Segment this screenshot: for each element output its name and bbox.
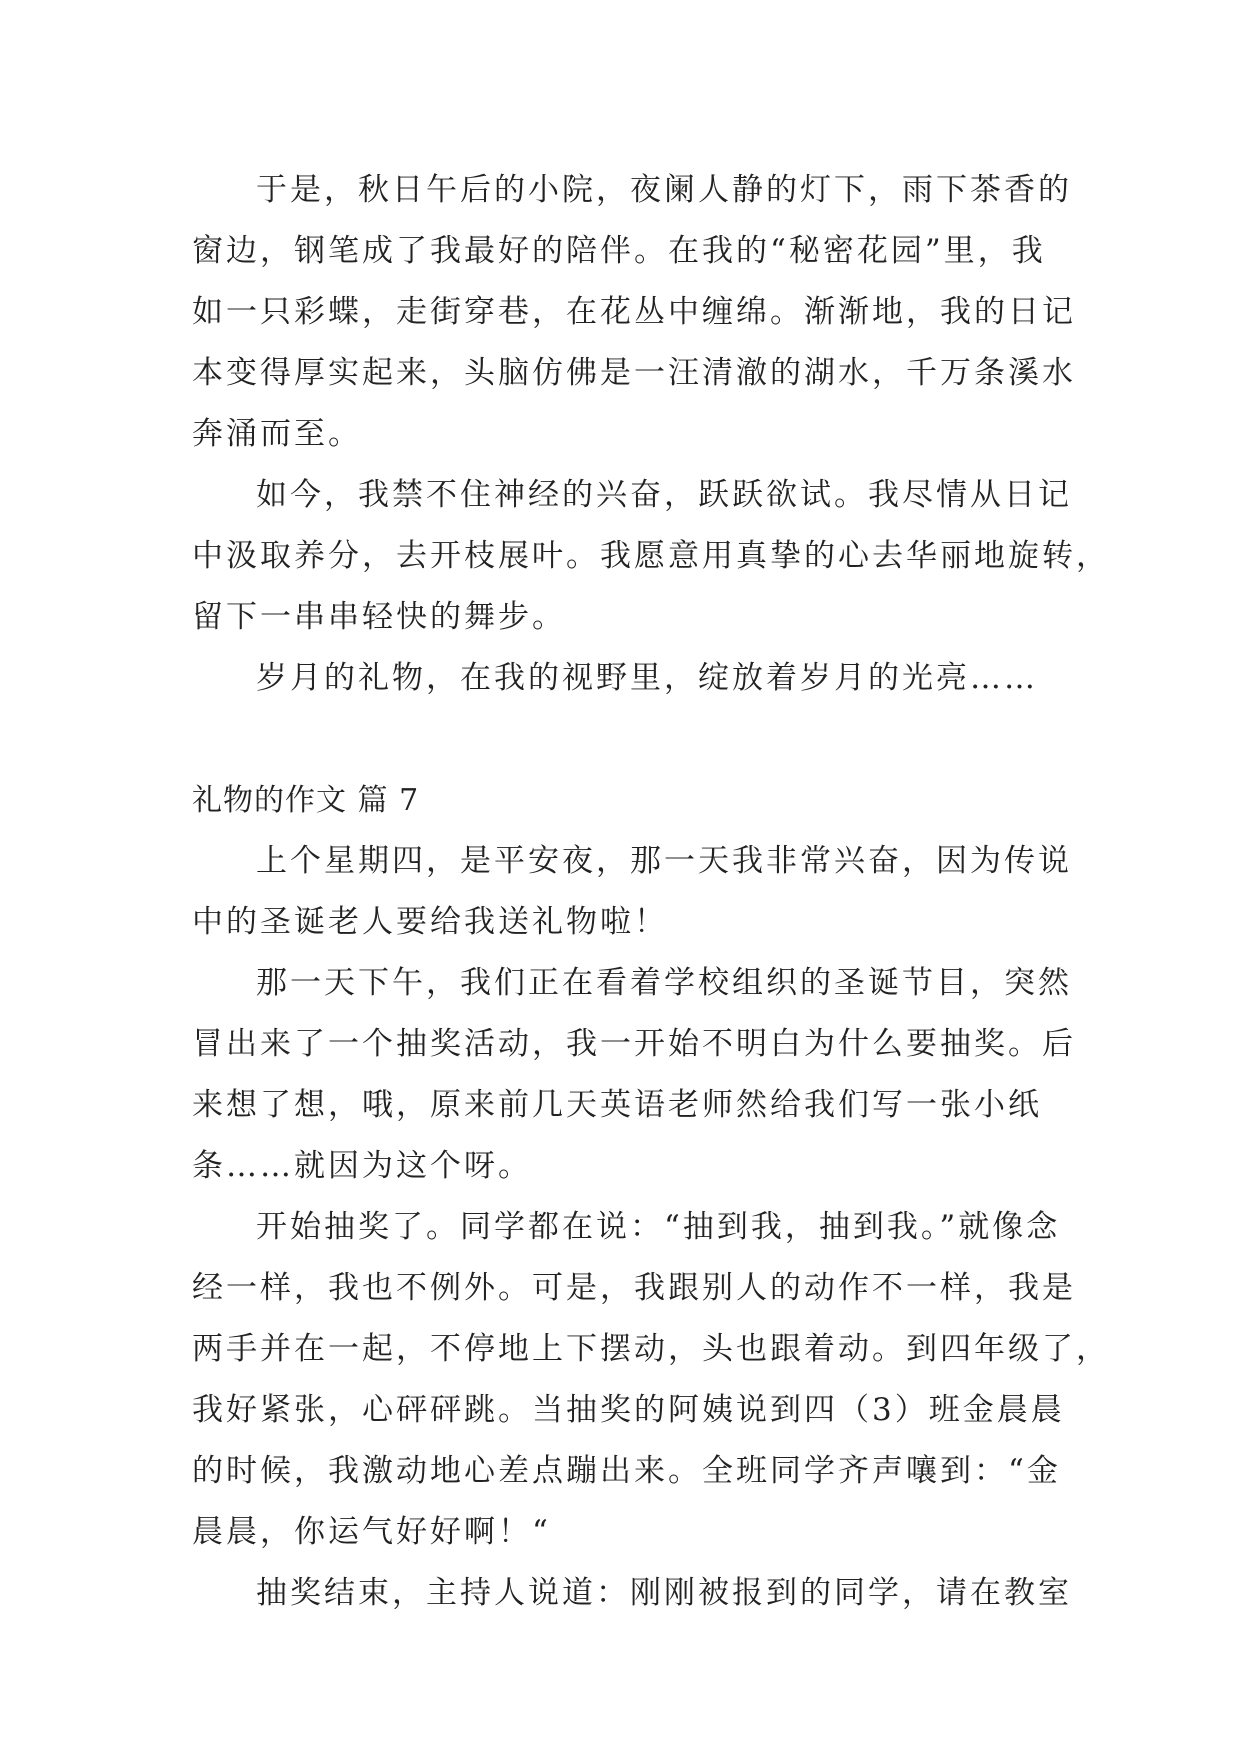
paragraph: [192, 831, 1072, 953]
text-line: 中汲取养分，去开枝展叶。我愿意用真挚的心去华丽地旋转，: [192, 538, 1110, 574]
text-line: 那一天下午，我们正在看着学校组织的圣诞节目，突然: [256, 965, 1072, 1001]
text-line: 窗边，钢笔成了我最好的陪伴。在我的“秘密花园”里，我: [192, 233, 1046, 269]
text-line: 的时候，我激动地心差点蹦出来。全班同学齐声嚷到：“金: [192, 1453, 1061, 1489]
section-heading: [192, 770, 1050, 831]
text-line: 本变得厚实起来，头脑仿佛是一汪清澈的湖水，千万条溪水: [192, 355, 1076, 391]
text-line: 如一只彩蝶，走街穿巷，在花丛中缠绵。渐渐地，我的日记: [192, 294, 1076, 330]
paragraph: [192, 1563, 1072, 1624]
text-line: 上个星期四，是平安夜，那一天我非常兴奋，因为传说: [256, 843, 1072, 879]
text-line: 抽奖结束，主持人说道：刚刚被报到的同学，请在教室: [256, 1575, 1072, 1611]
text-line: 来想了想，哦，原来前几天英语老师然给我们写一张小纸: [192, 1087, 1042, 1123]
document-body: [192, 160, 1110, 1624]
paragraph: [192, 465, 1110, 648]
section-title: 礼物的作文 篇 7: [192, 783, 420, 818]
blank-line: [192, 709, 1050, 770]
paragraph: [192, 1197, 1110, 1563]
paragraph: [192, 160, 1076, 465]
paragraph: [192, 953, 1076, 1197]
text-line: 晨晨，你运气好好啊！“: [192, 1514, 551, 1550]
text-line: 我好紧张，心砰砰跳。当抽奖的阿姨说到四（3）班金晨晨: [192, 1392, 1065, 1428]
text-line: 中的圣诞老人要给我送礼物啦！: [192, 904, 668, 940]
paragraph: [192, 648, 1050, 709]
text-line: 经一样，我也不例外。可是，我跟别人的动作不一样，我是: [192, 1270, 1076, 1306]
text-line: 冒出来了一个抽奖活动，我一开始不明白为什么要抽奖。后: [192, 1026, 1076, 1062]
text-line: 开始抽奖了。同学都在说：“抽到我，抽到我。”就像念: [256, 1209, 1061, 1245]
text-line: 奔涌而至。: [192, 416, 362, 452]
text-line: 于是，秋日午后的小院，夜阑人静的灯下，雨下茶香的: [256, 172, 1072, 208]
text-line: 留下一串串轻快的舞步。: [192, 599, 566, 635]
text-line: 条……就因为这个呀。: [192, 1148, 532, 1184]
text-line: 岁月的礼物，在我的视野里，绽放着岁月的光亮……: [256, 660, 1038, 696]
text-line: 两手并在一起，不停地上下摆动，头也跟着动。到四年级了，: [192, 1331, 1110, 1367]
text-line: 如今，我禁不住神经的兴奋，跃跃欲试。我尽情从日记: [256, 477, 1072, 513]
